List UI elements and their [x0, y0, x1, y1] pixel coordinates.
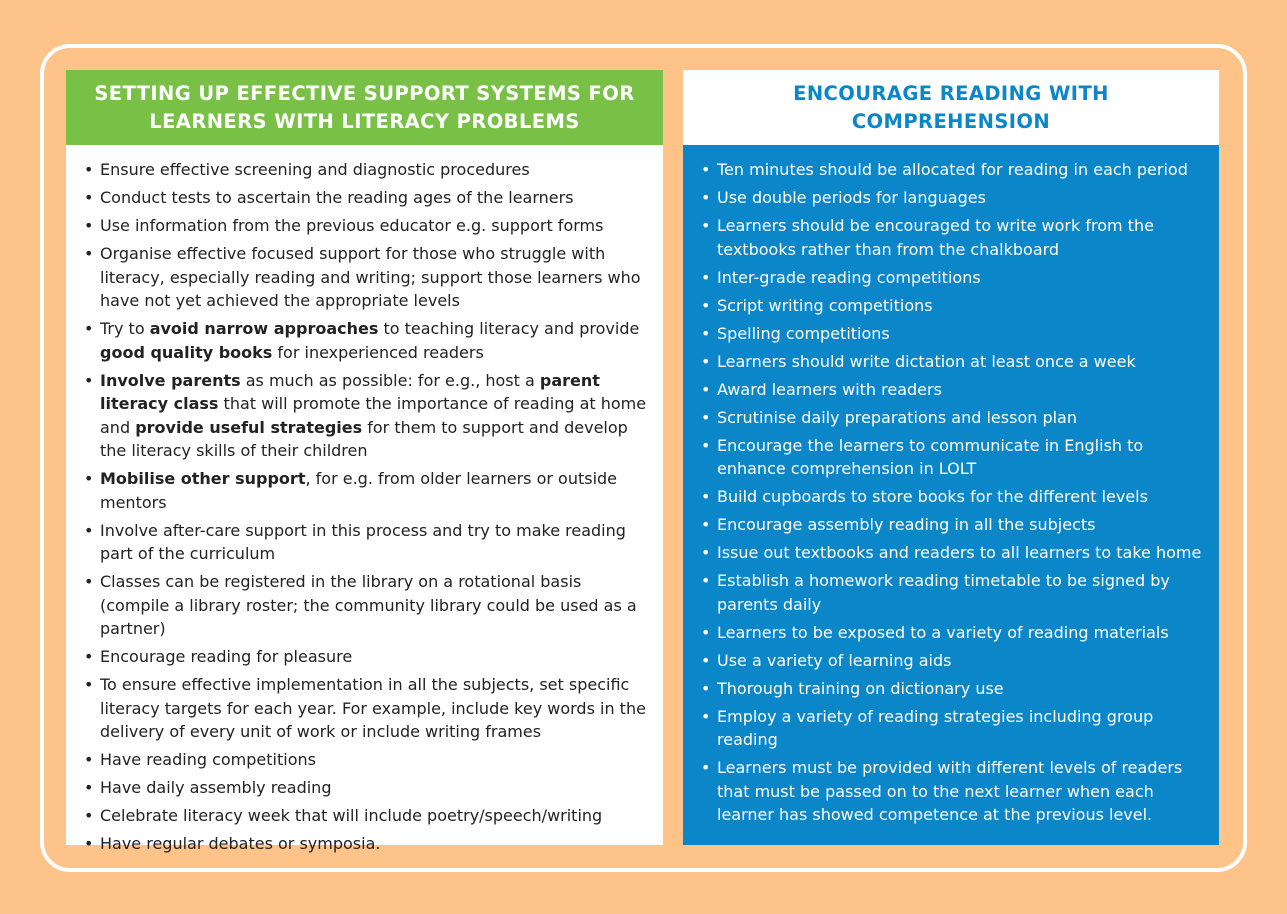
bullet-icon: •	[701, 706, 711, 726]
bullet-icon: •	[84, 319, 94, 338]
list-item	[66, 804, 663, 828]
item-text: Use double periods for languages	[717, 188, 986, 207]
bullet-icon: •	[84, 216, 94, 235]
item-text: Ten minutes should be allocated for reading in each period	[717, 160, 1188, 179]
bullet-icon: •	[84, 778, 94, 797]
support-systems-panel	[66, 70, 663, 853]
item-text: Learners to be exposed to a variety of reading materials	[717, 622, 1169, 642]
item-text: Have regular debates or symposia.	[100, 834, 381, 853]
emphasis-text: provide useful strategies	[135, 417, 363, 437]
bullet-icon: •	[701, 267, 711, 287]
item-text: Script writing competitions	[717, 295, 933, 315]
list-item	[66, 748, 663, 772]
bullet-icon: •	[84, 806, 94, 825]
reading-comprehension-panel	[683, 70, 1219, 845]
item-text: Ensure effective screening and diagnostic procedures	[100, 160, 530, 179]
bullet-icon: •	[701, 216, 711, 235]
bullet-icon: •	[84, 675, 94, 694]
bullet-icon: •	[84, 244, 94, 263]
emphasis-text: avoid narrow approaches	[149, 319, 379, 338]
item-text: Employ a variety of reading strategies including group reading	[717, 706, 1154, 749]
list-item	[66, 467, 663, 514]
list-item	[66, 186, 663, 210]
item-text: Classes can be registered in the library on a rotational basis (compile a library roster; the community library could be used as a partner)	[100, 572, 637, 638]
item-text: Establish a homework reading timetable to be signed by parents daily	[717, 571, 1170, 614]
item-text: to teaching literacy and provide	[378, 319, 640, 338]
list-item	[683, 621, 1219, 645]
list-item	[683, 294, 1219, 318]
emphasis-text: Mobilise other support	[100, 469, 306, 488]
bullet-icon: •	[701, 295, 711, 315]
emphasis-text: Involve parents	[100, 370, 241, 390]
item-text: Inter-grade reading competitions	[717, 267, 981, 287]
list-item	[66, 645, 663, 669]
item-text: for them to support and develop the literacy skills of their children	[100, 417, 628, 460]
bullet-icon: •	[701, 487, 711, 506]
list-item	[683, 266, 1219, 290]
item-text: Award learners with readers	[717, 379, 942, 399]
list-item	[683, 677, 1219, 701]
bullet-icon: •	[84, 750, 94, 769]
bullet-icon: •	[84, 647, 94, 666]
support-systems-title: SETTING UP EFFECTIVE SUPPORT SYSTEMS FOR LEARNERS WITH LITERACY PROBLEMS	[66, 70, 663, 145]
item-text: Issue out textbooks and readers to all learners to take home	[717, 543, 1202, 562]
support-systems-list	[66, 145, 663, 856]
list-item	[683, 513, 1219, 537]
list-item	[683, 378, 1219, 402]
list-item	[66, 519, 663, 566]
list-item	[683, 322, 1219, 346]
list-item	[683, 434, 1219, 481]
list-item	[66, 158, 663, 182]
bullet-icon: •	[701, 571, 711, 590]
item-text: Try to	[100, 319, 150, 338]
list-item	[683, 214, 1219, 261]
list-item	[66, 673, 663, 744]
item-text: Use information from the previous educator e.g. support forms	[100, 216, 604, 235]
list-item	[66, 242, 663, 313]
bullet-icon: •	[84, 469, 94, 488]
item-text: Encourage reading for pleasure	[100, 647, 353, 666]
bullet-icon: •	[701, 351, 711, 371]
item-text: Thorough training on dictionary use	[717, 678, 1004, 698]
list-item	[683, 158, 1219, 182]
list-item	[66, 776, 663, 800]
list-item	[66, 317, 663, 364]
reading-comprehension-list	[683, 145, 1219, 827]
list-item	[683, 186, 1219, 210]
item-text: Organise effective focused support for those who struggle with literacy, especially reading and writing; support those learners who have not yet achieved the appropriate levels	[100, 244, 641, 310]
bullet-icon: •	[84, 160, 94, 179]
bullet-icon: •	[701, 379, 711, 399]
bullet-icon: •	[701, 758, 711, 777]
item-text: Spelling competitions	[717, 323, 890, 343]
item-text: Learners should be encouraged to write work from the textbooks rather than from the chalkboard	[717, 216, 1154, 259]
bullet-icon: •	[701, 160, 711, 179]
list-item	[66, 570, 663, 641]
bullet-icon: •	[84, 188, 94, 207]
list-item	[683, 485, 1219, 509]
bullet-icon: •	[84, 520, 94, 540]
bullet-icon: •	[701, 622, 711, 642]
item-text: Use a variety of learning aids	[717, 650, 952, 670]
item-text: Encourage the learners to communicate in English to enhance comprehension in LOLT	[717, 435, 1144, 478]
list-item	[66, 832, 663, 856]
item-text: that will promote the importance of reading at home and	[100, 394, 647, 437]
reading-comprehension-title: ENCOURAGE READING WITH COMPREHENSION	[683, 70, 1219, 145]
item-text: Scrutinise daily preparations and lesson plan	[717, 407, 1077, 427]
bullet-icon: •	[701, 678, 711, 698]
list-item	[683, 569, 1219, 616]
bullet-icon: •	[701, 188, 711, 207]
bullet-icon: •	[701, 435, 711, 455]
list-item	[683, 350, 1219, 374]
item-text: Have daily assembly reading	[100, 778, 332, 797]
bullet-icon: •	[701, 650, 711, 670]
item-text: for inexperienced readers	[272, 342, 484, 362]
list-item	[683, 406, 1219, 430]
list-item	[683, 541, 1219, 565]
emphasis-text: parent literacy class	[100, 370, 600, 413]
list-item	[683, 756, 1219, 827]
item-text: Conduct tests to ascertain the reading ages of the learners	[100, 188, 574, 207]
bullet-icon: •	[701, 407, 711, 427]
item-text: Build cupboards to store books for the different levels	[717, 487, 1148, 506]
bullet-icon: •	[84, 370, 94, 390]
emphasis-text: good quality books	[100, 342, 273, 362]
bullet-icon: •	[701, 543, 711, 562]
item-text: Involve after-care support in this process and try to make reading part of the curriculum	[100, 520, 626, 563]
bullet-icon: •	[701, 515, 711, 534]
list-item	[683, 649, 1219, 673]
bullet-icon: •	[84, 834, 94, 853]
item-text: Encourage assembly reading in all the subjects	[717, 515, 1096, 534]
list-item	[683, 705, 1219, 752]
item-text: To ensure effective implementation in all the subjects, set specific literacy targets for each year. For example, include key words in the delivery of every unit of work or include writing frames	[100, 675, 646, 741]
item-text: Have reading competitions	[100, 750, 316, 769]
item-text: Learners must be provided with different levels of readers that must be passed on to the next learner when each learner has showed competence at the previous level.	[717, 758, 1183, 824]
item-text: as much as possible: for e.g., host a	[240, 370, 540, 390]
item-text: Learners should write dictation at least once a week	[717, 351, 1136, 371]
item-text: , for e.g. from older learners or outside mentors	[100, 469, 618, 512]
bullet-icon: •	[701, 323, 711, 343]
item-text: Celebrate literacy week that will include poetry/speech/writing	[100, 806, 603, 825]
list-item	[66, 369, 663, 463]
bullet-icon: •	[84, 572, 94, 591]
list-item	[66, 214, 663, 238]
